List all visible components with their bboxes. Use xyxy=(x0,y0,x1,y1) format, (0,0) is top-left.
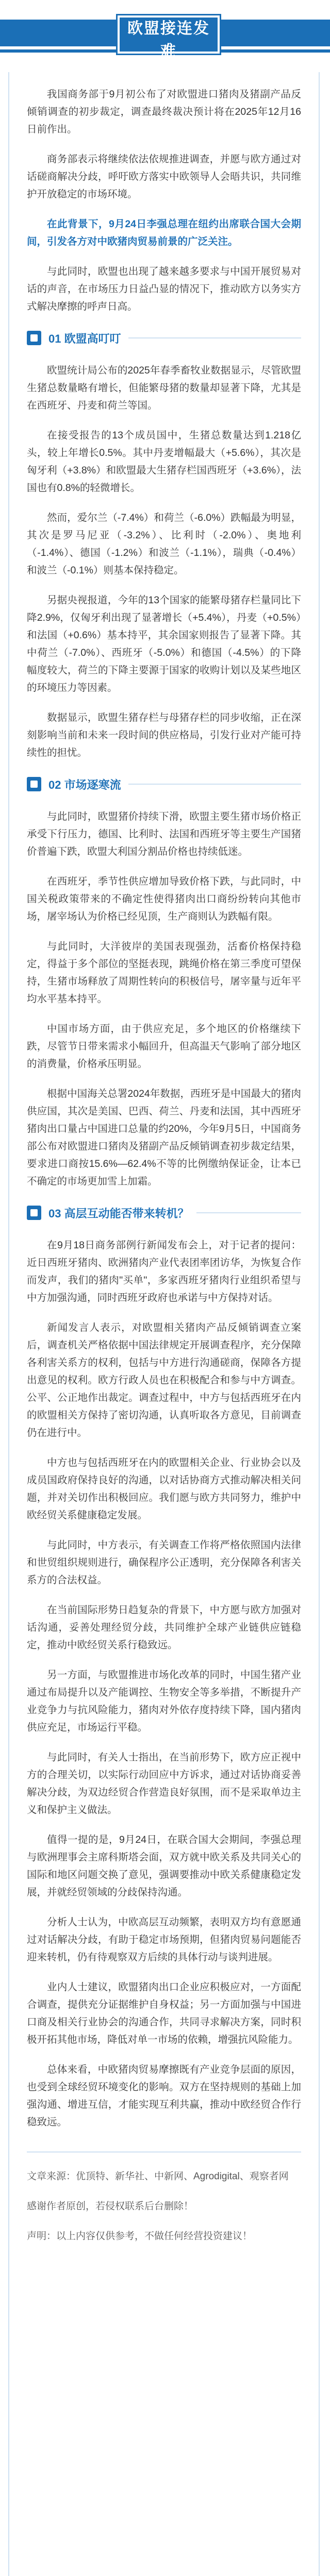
section2-paragraph: 在西班牙，季节性供应增加导致价格下跌，与此同时，中国关税政策带来的不确定性使得猪肉出口商纷纷转向其他市场，屠宰场认为价格已经见顶，生产商则认为跌幅有限。 xyxy=(27,876,301,922)
article-source: 文章来源：优顶特、新华社、中新网、Agrodigital、观察者网 xyxy=(27,2171,289,2182)
section-title: 01 欧盟高叮叮 xyxy=(48,332,121,345)
article-thanks: 感谢作者原创，若侵权联系后台删除！ xyxy=(27,2201,194,2212)
footer-divider xyxy=(27,2151,301,2153)
section2-paragraph: 与此同时，欧盟猪价持续下滑，欧盟主要生猪市场价格正承受下行压力，德国、比利时、法国和西班牙等主要生产国猪价普遍下跌，欧盟大利国分割品价格也持续低迷。 xyxy=(27,811,301,857)
section3-paragraph: 新闻发言人表示，对欧盟相关猪肉产品反倾销调查立案后，调查机关严格依据中国法律规定开展调查程序，充分保障各利害关系方的权利，包括与中方进行沟通磋商，保障各方提出意见的权利。欧方行政人员也在积极配合和参与中方调查。公平、公正地作出裁定。调查过程中，中方与包括西班牙在内的欧盟相关方保持了密切沟通，认真听取各方意见，目前调查仍在进行中。 xyxy=(27,1322,301,1438)
section3-paragraph: 业内人士建议，欧盟猪肉出口企业应积极应对，一方面配合调查，提供充分证据维护自身权益；另一方面加强与中国进口商及相关行业协会的沟通合作，共同寻求解决方案，同时积极开拓其他市场，降低对单一市场的依赖，增强抗风险能力。 xyxy=(27,1981,301,2045)
intro-paragraph: 与此同时，欧盟也出现了越来越多要求与中国开展贸易对话的声音，在市场压力日益凸显的情况下，推动欧方以务实方式解决摩擦的呼声日高。 xyxy=(27,266,301,312)
section-rule xyxy=(128,337,301,338)
section-rule xyxy=(128,784,301,785)
intro-paragraph: 我国商务部于9月初公布了对欧盟进口猪肉及猪副产品反倾销调查的初步裁定，调查最终裁决预计将在2025年12月16日前作出。 xyxy=(27,89,301,135)
section3-paragraph: 总体来看，中欧猪肉贸易摩擦既有产业竞争层面的原因，也受到全球经贸环境变化的影响。双方在坚持规则的基础上加强沟通、增进互信，才能实现互利共赢，推动中欧经贸合作行稳致远。 xyxy=(27,2064,301,2128)
section2-paragraph: 与此同时，大洋彼岸的美国表现强劲，活畜价格保持稳定，得益于多个部位的坚挺表现，跳绳价格在第三季度可望保持，生猪市场释放了周期性转向的积极信号，屠宰量与近年平均水平基本持平。 xyxy=(27,941,301,1005)
article-disclaimer: 声明：以上内容仅供参考，不做任何经营投资建议！ xyxy=(27,2231,253,2242)
section3-paragraph: 另一方面，与欧盟推进市场化改革的同时，中国生猪产业通过布局提升以及产能调控、生物安全等多举措，不断提升产业竞争力与抗风险能力，猪肉对外依存度持续下降，国内猪肉供应充足，市场运行平稳。 xyxy=(27,1669,301,1733)
intro-paragraph-highlight: 在此背景下，9月24日李强总理在纽约出席联合国大会期间，引发各方对中欧猪肉贸易前景的广泛关注。 xyxy=(27,218,301,247)
article-content xyxy=(8,72,320,2576)
section-heading-3 xyxy=(27,1202,301,1223)
section-title: 03 高层互动能否带来转机？ xyxy=(48,1207,189,1220)
section3-paragraph: 与此同时，有关人士指出，在当前形势下，欧方应正视中方的合理关切，以实际行动回应中方诉求，通过对话协商妥善解决分歧，为双边经贸合作营造良好氛围，而不是采取单边主义和保护主义做法。 xyxy=(27,1752,301,1816)
section3-paragraph: 中方也与包括西班牙在内的欧盟相关企业、行业协会以及成员国政府保持良好的沟通，以对话协商方式推动解决相关问题，并对关切作出积极回应。我们愿与欧方共同努力，维护中欧经贸关系健康稳定发展。 xyxy=(27,1457,301,1521)
header-title: 欧盟接连发难 xyxy=(127,20,210,60)
section3-paragraph: 分析人士认为，中欧高层互动频繁，表明双方均有意愿通过对话解决分歧，有助于稳定市场预期，但猪肉贸易问题能否迎来转机，仍有待观察双方后续的具体行动与谈判进展。 xyxy=(27,1917,301,1963)
section-title: 02 市场逐寒流 xyxy=(48,778,121,791)
header-banner xyxy=(0,0,330,77)
section1-paragraph: 在接受报告的13个成员国中，生猪总数量达到1.218亿头，较上年增长0.5%。其中丹麦增幅最大（+5.6%），其次是匈牙利（+3.8%）和欧盟最大生猪存栏国西班牙（+3.6%），法国也有0.8%的轻微增长。 xyxy=(27,430,301,494)
header-subtitle: AROUND THE xyxy=(137,63,201,71)
section1-paragraph: 数据显示，欧盟生猪存栏与母猪存栏的同步收缩，正在深刻影响当前和未来一段时间的供应格局，引发行业对产能可持续性的担忧。 xyxy=(27,712,301,758)
section-rule xyxy=(196,1212,301,1213)
section3-paragraph: 与此同时，中方表示，有关调查工作将严格依照国内法律和世贸组织规则进行，确保程序公正透明，充分保障各利害关系方的合法权益。 xyxy=(27,1539,301,1586)
section1-paragraph: 欧盟统计局公布的2025年春季畜牧业数据显示，尽管欧盟生猪总数量略有增长，但能繁母猪的数量却显著下降，尤其是在西班牙、丹麦和荷兰等国。 xyxy=(27,365,301,411)
section2-paragraph: 根据中国海关总署2024年数据，西班牙是中国最大的猪肉供应国，其次是美国、巴西、荷兰、丹麦和法国，其中西班牙猪肉出口量占中国进口总量的约20%，今年9月5日，中国商务部公布对欧盟进口猪肉及猪副产品反倾销调查初步裁定结果，要求进口商按15.6%—62.4%不等的比例缴纳保证金，让本已不确定的市场更加雪上加霜。 xyxy=(27,1088,301,1187)
intro-paragraph: 商务部表示将继续依法依规推进调查，并愿与欧方通过对话磋商解决分歧，呼吁欧方落实中欧领导人会晤共识，共同维护开放稳定的市场环境。 xyxy=(27,154,301,200)
section3-paragraph: 在当前国际形势日趋复杂的背景下，中方愿与欧方加强对话沟通，妥善处理经贸分歧，共同维护全球产业链供应链稳定，推动中欧经贸关系行稳致远。 xyxy=(27,1604,301,1651)
section1-paragraph: 然而，爱尔兰（-7.4%）和荷兰（-6.0%）跌幅最为明显，其次是罗马尼亚（-3.2%）、比利时（-2.0%）、奥地利（-1.4%）、德国（-1.2%）和波兰（-1.1%），瑞典（-0.4%）和波兰（-0.1%）则基本保持稳定。 xyxy=(27,512,301,576)
section3-paragraph: 在9月18日商务部例行新闻发布会上，对于记者的提问：近日西班牙猪肉、欧洲猪肉产业代表团率团访华，为恢复合作而发声，我们的猪肉"买单"，多家西班牙猪肉行业组织希望与中方加强沟通，同时西班牙政府也承诺与中方保持对话。 xyxy=(27,1240,301,1303)
section-heading-1 xyxy=(27,328,301,348)
section-marker-icon xyxy=(27,777,41,791)
section1-paragraph: 另据央视报道，今年的13个国家的能繁母猪存栏量同比下降2.9%，仅匈牙利出现了显著增长（+5.4%），丹麦（+0.5%）和法国（+0.6%）基本持平，其余国家则报告了显著下降。其中荷兰（-7.0%）、西班牙（-5.0%）和德国（-4.5%）的下降幅度较大，荷兰的下降主要源于国家的收购计划以及某些地区的环境压力等因素。 xyxy=(27,595,301,693)
section-marker-icon xyxy=(27,1206,41,1220)
header-tag xyxy=(118,15,220,71)
section-marker-icon xyxy=(27,331,41,345)
section2-paragraph: 中国市场方面，由于供应充足，多个地区的价格继续下跌，尽管节日带来需求小幅回升，但高温天气影响了部分地区的消费量，价格承压明显。 xyxy=(27,1023,301,1070)
section-heading-2 xyxy=(27,774,301,794)
section3-paragraph: 值得一提的是，9月24日，在联合国大会期间，李强总理与欧洲理事会主席科斯塔会面，双方就中欧关系及共同关心的国际和地区问题交换了意见，强调要推动中欧关系健康稳定发展，并就经贸领域的分歧保持沟通。 xyxy=(27,1834,301,1898)
